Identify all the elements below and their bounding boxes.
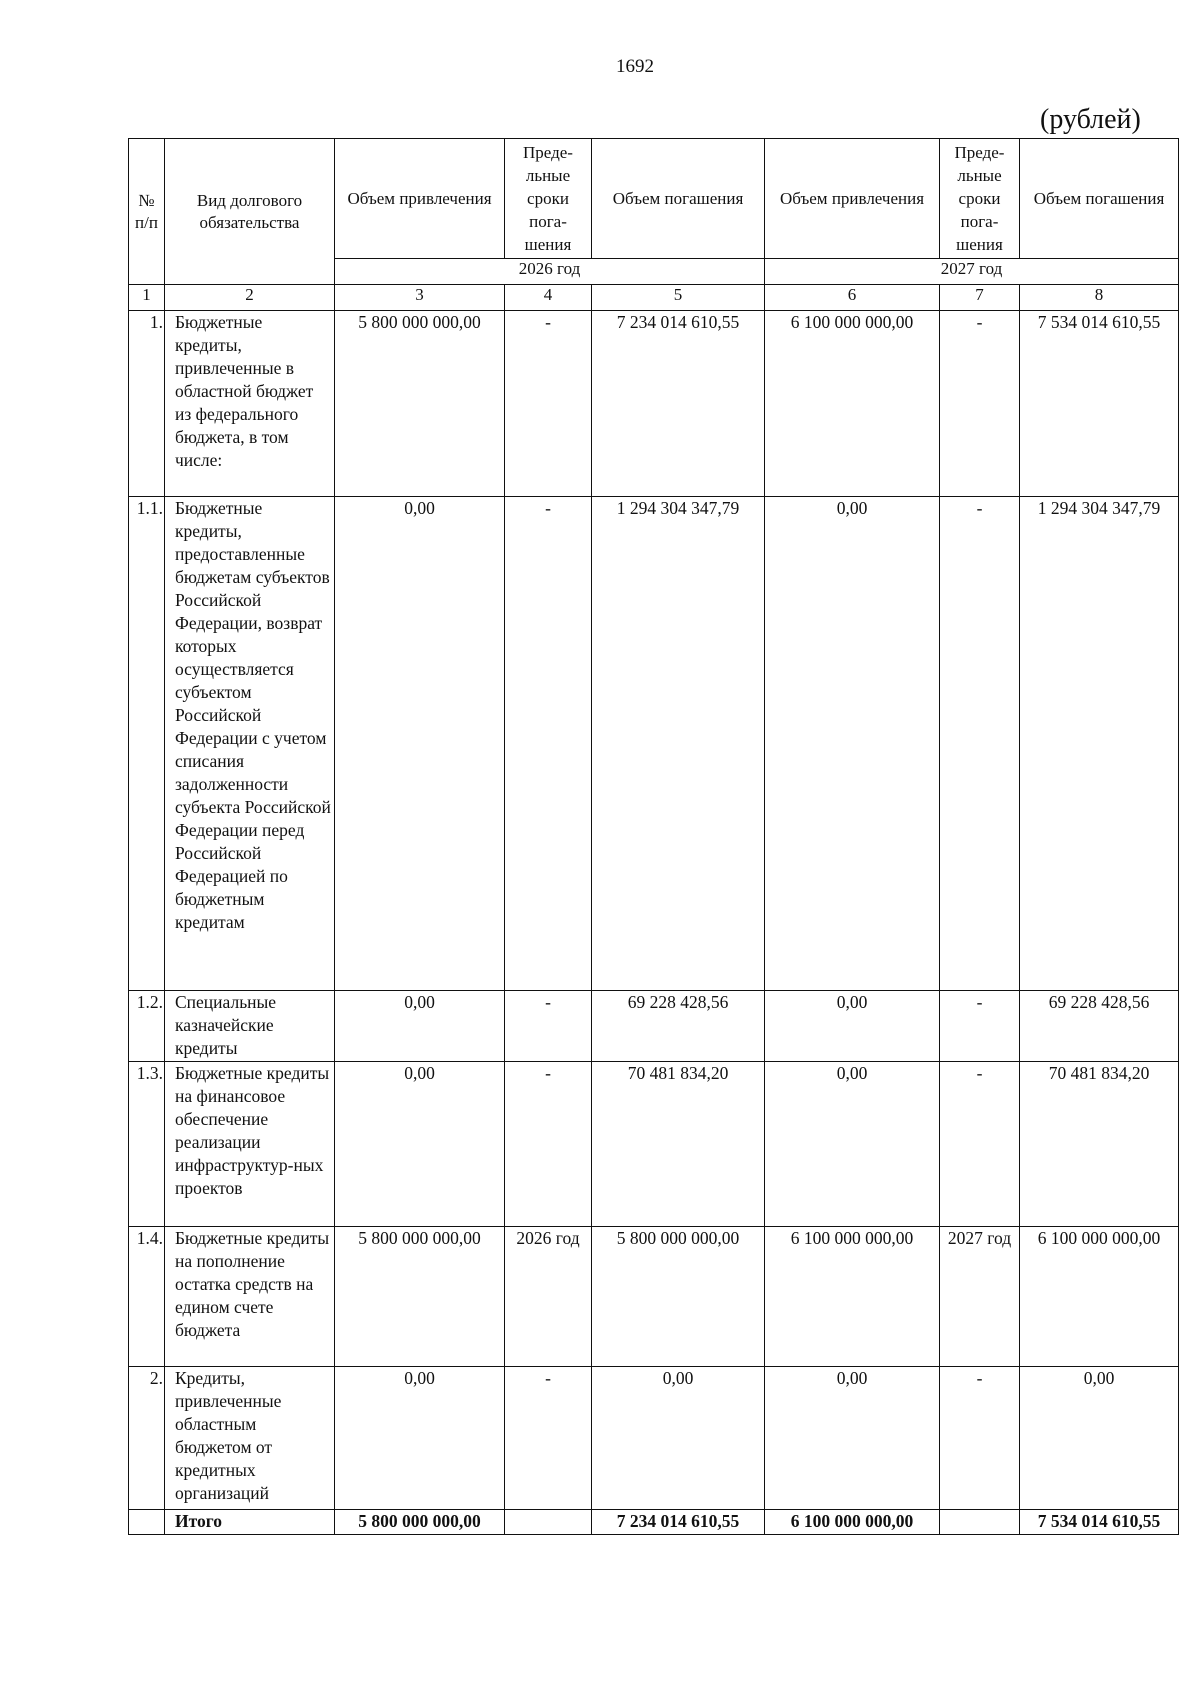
row-col6: 6 100 000 000,00	[765, 1227, 940, 1367]
row-col8: 7 534 014 610,55	[1020, 311, 1179, 497]
row-name: Специальные казначейские кредиты	[165, 991, 335, 1062]
header-col6: Объем привлечения	[765, 139, 940, 259]
row-col5: 7 234 014 610,55	[592, 311, 765, 497]
table-row	[129, 311, 1179, 497]
column-number: 7	[940, 285, 1020, 311]
row-name: Кредиты, привлеченные областным бюджетом от кредитных организаций	[165, 1367, 335, 1510]
row-col8: 70 481 834,20	[1020, 1062, 1179, 1227]
row-number: 1.1.	[129, 497, 165, 991]
header-col5: Объем погашения	[592, 139, 765, 259]
row-col3: 5 800 000 000,00	[335, 311, 505, 497]
row-col8: 0,00	[1020, 1367, 1179, 1510]
row-name: Бюджетные кредиты на финансовое обеспечение реализации инфраструктур-ных проектов	[165, 1062, 335, 1227]
debt-obligations-table	[128, 138, 1179, 1535]
year-2027: 2027 год	[765, 259, 1179, 285]
header-type: Вид долгового обязательства	[165, 139, 335, 285]
column-number: 8	[1020, 285, 1179, 311]
row-col5: 5 800 000 000,00	[592, 1227, 765, 1367]
row-col7: -	[940, 311, 1020, 497]
total-empty-col4	[505, 1510, 592, 1535]
row-col7: -	[940, 497, 1020, 991]
total-col3: 5 800 000 000,00	[335, 1510, 505, 1535]
row-col4: -	[505, 311, 592, 497]
row-number: 1.3.	[129, 1062, 165, 1227]
row-col8: 69 228 428,56	[1020, 991, 1179, 1062]
column-number: 3	[335, 285, 505, 311]
row-col4: -	[505, 1062, 592, 1227]
row-col3: 0,00	[335, 1367, 505, 1510]
row-col6: 0,00	[765, 1367, 940, 1510]
table-row	[129, 1367, 1179, 1510]
row-col5: 0,00	[592, 1367, 765, 1510]
total-col5: 7 234 014 610,55	[592, 1510, 765, 1535]
total-empty-num	[129, 1510, 165, 1535]
row-col7: 2027 год	[940, 1227, 1020, 1367]
column-number: 5	[592, 285, 765, 311]
row-col3: 0,00	[335, 991, 505, 1062]
row-col3: 0,00	[335, 1062, 505, 1227]
row-number: 1.2.	[129, 991, 165, 1062]
row-col5: 70 481 834,20	[592, 1062, 765, 1227]
header-col4: Преде-льные сроки пога-шения	[505, 139, 592, 259]
table-row	[129, 1227, 1179, 1367]
header-col8: Объем погашения	[1020, 139, 1179, 259]
page-number: 1692	[616, 56, 654, 77]
row-col4: -	[505, 991, 592, 1062]
header-col3: Объем привлечения	[335, 139, 505, 259]
row-number: 1.	[129, 311, 165, 497]
table-row	[129, 497, 1179, 991]
row-col6: 0,00	[765, 991, 940, 1062]
column-number: 6	[765, 285, 940, 311]
row-col5: 1 294 304 347,79	[592, 497, 765, 991]
year-2026: 2026 год	[335, 259, 765, 285]
row-number: 1.4.	[129, 1227, 165, 1367]
row-col8: 1 294 304 347,79	[1020, 497, 1179, 991]
total-col8: 7 534 014 610,55	[1020, 1510, 1179, 1535]
row-col4: 2026 год	[505, 1227, 592, 1367]
row-col4: -	[505, 1367, 592, 1510]
total-empty-col7	[940, 1510, 1020, 1535]
row-col7: -	[940, 991, 1020, 1062]
row-col6: 0,00	[765, 497, 940, 991]
row-col7: -	[940, 1367, 1020, 1510]
row-col7: -	[940, 1062, 1020, 1227]
row-number: 2.	[129, 1367, 165, 1510]
row-name: Бюджетные кредиты, предоставленные бюджетам субъектов Российской Федерации, возврат которых осуществляется субъектом Российской Федерации с учетом списания задолженности субъекта Российской Федерации перед Российской Федерацией по бюджетным кредитам	[165, 497, 335, 991]
row-col6: 0,00	[765, 1062, 940, 1227]
row-name: Бюджетные кредиты на пополнение остатка средств на едином счете бюджета	[165, 1227, 335, 1367]
column-number: 4	[505, 285, 592, 311]
row-col3: 0,00	[335, 497, 505, 991]
table-row	[129, 991, 1179, 1062]
row-col4: -	[505, 497, 592, 991]
column-number: 2	[165, 285, 335, 311]
header-col7: Преде-льные сроки пога-шения	[940, 139, 1020, 259]
row-name: Бюджетные кредиты, привлеченные в областной бюджет из федерального бюджета, в том числе:	[165, 311, 335, 497]
header-row	[129, 139, 1179, 259]
row-col5: 69 228 428,56	[592, 991, 765, 1062]
table-row	[129, 1062, 1179, 1227]
column-number: 1	[129, 285, 165, 311]
row-col6: 6 100 000 000,00	[765, 311, 940, 497]
row-col3: 5 800 000 000,00	[335, 1227, 505, 1367]
column-number-row	[129, 285, 1179, 311]
row-col8: 6 100 000 000,00	[1020, 1227, 1179, 1367]
header-num: № п/п	[129, 139, 165, 285]
total-col6: 6 100 000 000,00	[765, 1510, 940, 1535]
total-row	[129, 1510, 1179, 1535]
units-label: (рублей)	[1040, 104, 1141, 135]
total-label: Итого	[165, 1510, 335, 1535]
